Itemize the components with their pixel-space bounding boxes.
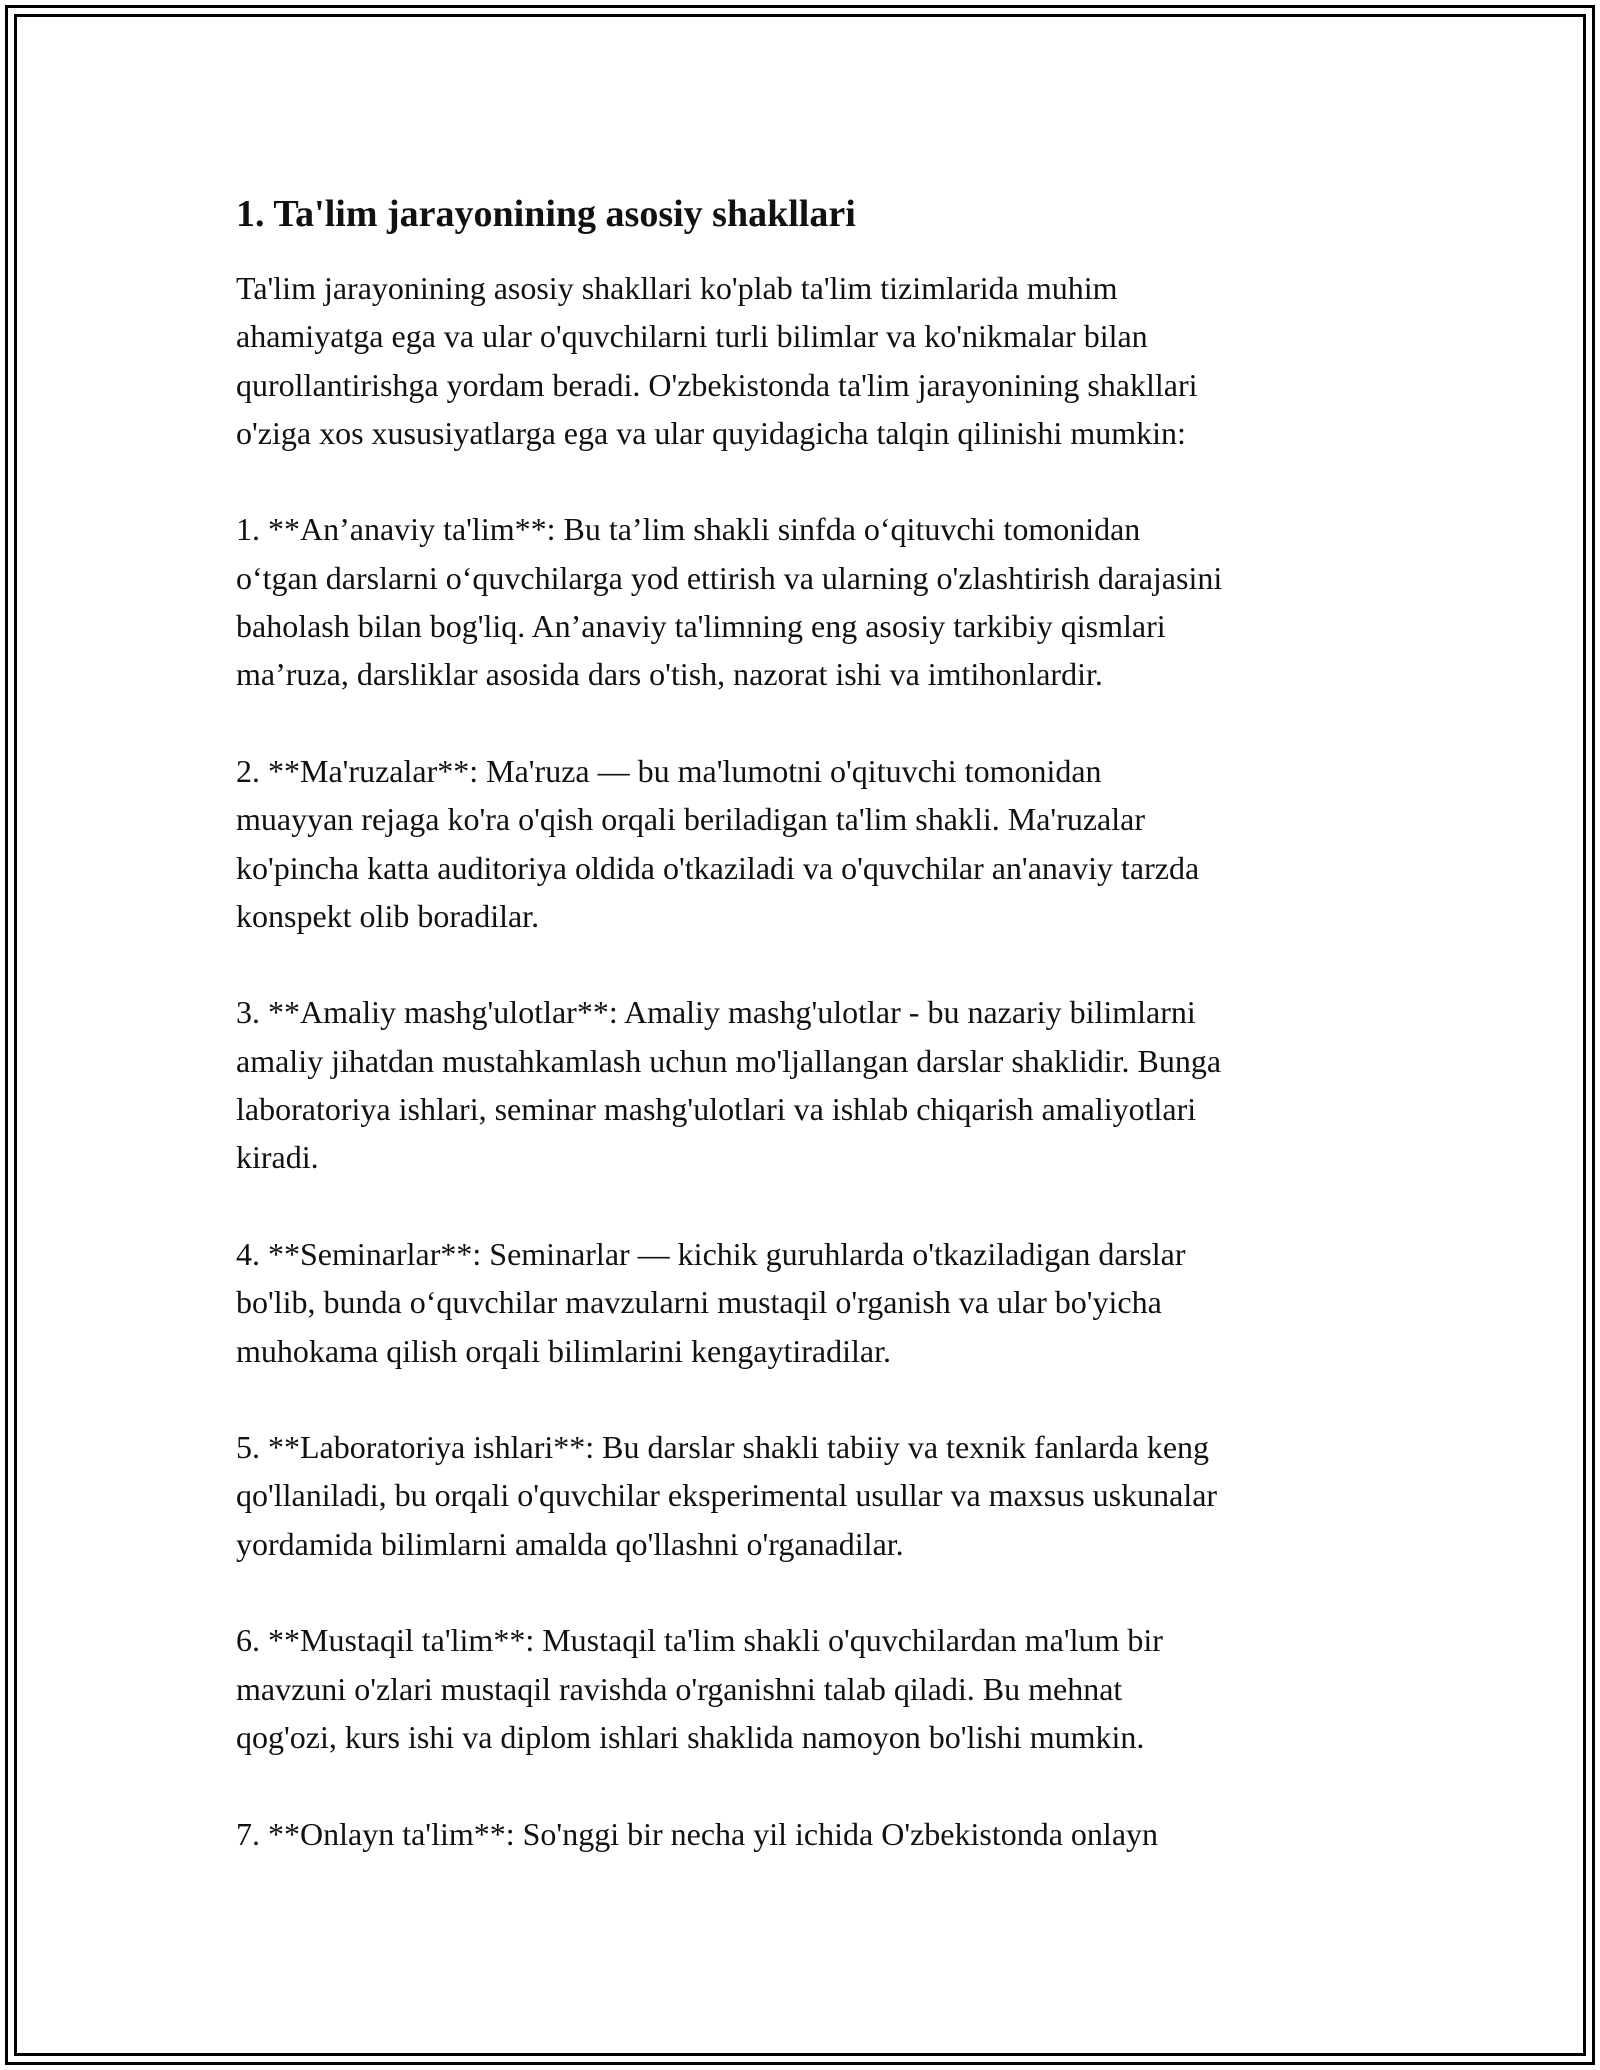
list-item-online-education <box>236 1810 1386 1858</box>
text-line: konspekt olib boradilar. <box>236 897 540 934</box>
text-line: 7. **Onlayn ta'lim**: So'nggi bir necha yil ichida O'zbekistonda onlayn <box>236 1815 1159 1852</box>
text-line: mavzuni o'zlari mustaqil ravishda o'rganishni talab qiladi. Bu mehnat <box>236 1670 1123 1707</box>
text-line: muhokama qilish orqali bilimlarini kengaytiradilar. <box>236 1332 891 1369</box>
text-line: yordamida bilimlarni amalda qo'llashni o'rganadilar. <box>236 1525 904 1562</box>
text-line: qo'llaniladi, bu orqali o'quvchilar eksperimental usullar va maxsus uskunalar <box>236 1477 1218 1514</box>
text-line: baholash bilan bog'liq. An’anaviy ta'limning eng asosiy tarkibiy qismlari <box>236 608 1166 645</box>
text-line: muayyan rejaga ko'ra o'qish orqali beriladigan ta'lim shakli. Ma'ruzalar <box>236 801 1145 838</box>
text-line: 4. **Seminarlar**: Seminarlar — kichik guruhlarda o'tkaziladigan darslar <box>236 1235 1186 1272</box>
text-line: 5. **Laboratoriya ishlari**: Bu darslar shakli tabiiy va texnik fanlarda keng <box>236 1429 1210 1466</box>
text-line: qurollantirishga yordam beradi. O'zbekistonda ta'lim jarayonining shakllari <box>236 366 1198 403</box>
text-line: 3. **Amaliy mashg'ulotlar**: Amaliy mashg'ulotlar - bu nazariy bilimlarni <box>236 994 1196 1031</box>
text-line: amaliy jihatdan mustahkamlash uchun mo'ljallangan darslar shaklidir. Bunga <box>236 1042 1222 1079</box>
text-line: Ta'lim jarayonining asosiy shakllari ko'plab ta'lim tizimlarida muhim <box>236 270 1118 306</box>
list-item-practical-sessions <box>236 988 1386 1181</box>
list-item-laboratory-work <box>236 1423 1386 1568</box>
text-line: kiradi. <box>236 1139 319 1176</box>
text-line: 1. **An’anaviy ta'lim**: Bu ta’lim shakli sinfda o‘qituvchi tomonidan <box>236 511 1141 548</box>
text-line: 2. **Ma'ruzalar**: Ma'ruza — bu ma'lumotni o'qituvchi tomonidan <box>236 752 1102 789</box>
text-line: ko'pincha katta auditoriya oldida o'tkaziladi va o'quvchilar an'anaviy tarzda <box>236 849 1200 886</box>
text-line: ma’ruza, darsliklar asosida dars o'tish, nazorat ishi va imtihonlardir. <box>236 656 1103 693</box>
list-item-independent-study <box>236 1616 1386 1761</box>
text-line: qog'ozi, kurs ishi va diplom ishlari shaklida namoyon bo'lishi mumkin. <box>236 1718 1145 1755</box>
intro-paragraph <box>236 264 1386 457</box>
text-line: ahamiyatga ega va ular o'quvchilarni turli bilimlar va ko'nikmalar bilan <box>236 318 1148 355</box>
section-heading: 1. Ta'lim jarayonining asosiy shakllari <box>236 193 856 235</box>
text-line: 6. **Mustaqil ta'lim**: Mustaqil ta'lim shakli o'quvchilardan ma'lum bir <box>236 1622 1163 1659</box>
list-item-seminars <box>236 1230 1386 1375</box>
list-item-traditional-education <box>236 505 1386 698</box>
text-line: bo'lib, bunda o‘quvchilar mavzularni mustaqil o'rganish va ular bo'yicha <box>236 1284 1162 1321</box>
text-line: laboratoriya ishlari, seminar mashg'ulotlari va ishlab chiqarish amaliyotlari <box>236 1091 1197 1128</box>
list-item-lectures <box>236 747 1386 940</box>
text-line: o'ziga xos xususiyatlarga ega va ular quyidagicha talqin qilinishi mumkin: <box>236 414 1186 451</box>
text-line: o‘tgan darslarni o‘quvchilarga yod ettirish va ularning o'zlashtirish darajasini <box>236 559 1223 596</box>
document-body <box>236 186 1386 1906</box>
